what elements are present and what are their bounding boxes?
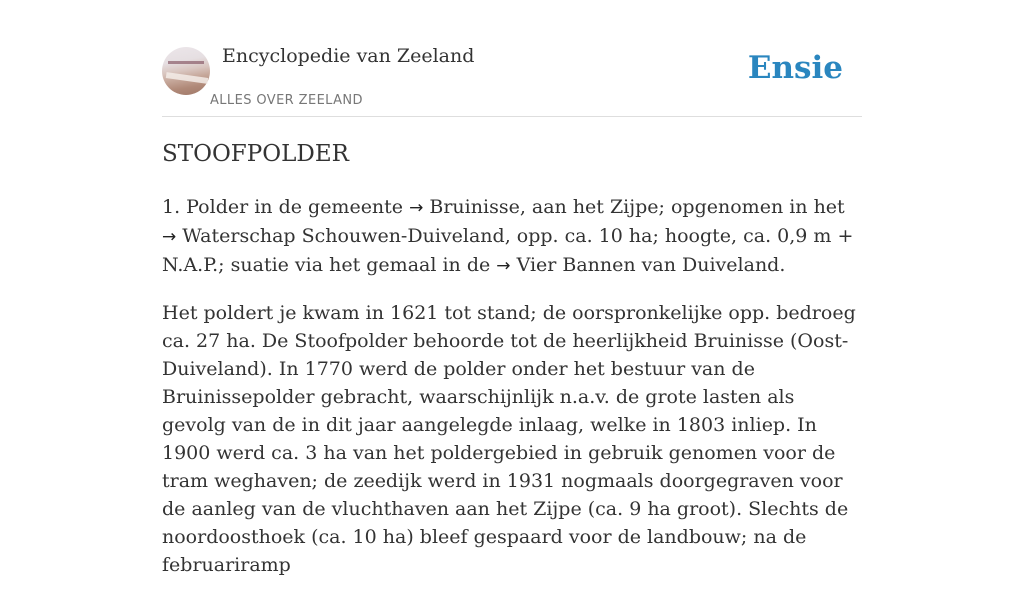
paragraph-text: 1. Polder in de gemeente xyxy=(162,196,410,218)
paragraph-text: , opp. ca. 10 ha; hoogte, ca. 0,9 m + N.A.P.; suatie via het gemaal in de xyxy=(162,225,854,276)
entry-headword: STOOFPOLDER xyxy=(162,141,349,167)
ref-link-bruinisse[interactable]: Bruinisse xyxy=(429,196,520,218)
right-arrow-icon: → xyxy=(496,256,511,276)
logo-book-shape xyxy=(166,72,208,84)
site-header xyxy=(162,40,862,117)
site-logo[interactable] xyxy=(162,47,210,95)
paragraph-text: . xyxy=(779,254,786,276)
site-tagline: ALLES OVER ZEELAND xyxy=(210,93,363,108)
entry-paragraph-2: Het poldert je kwam in 1621 tot stand; de oorspronkelijke opp. bedroeg ca. 27 ha. De Stoofpolder behoorde tot de heerlijkheid Bruinisse (Oost-Duiveland). In 1770 werd de polder onder het bestuur van de Bruinissepolder gebracht, waarschijnlijk n.a.v. de grote lasten als gevolg van de in dit jaar aangelegde inlaag, welke in 1803 inliep. In 1900 werd ca. 3 ha van het poldergebied in gebruik genomen voor de tram weghaven; de zeedijk werd in 1931 nogmaals doorgegraven voor de aanleg van de vluchthaven aan het Zijpe (ca. 9 ha groot). Slechts de noordoosthoek (ca. 10 ha) bleef gespaard voor de landbouw; na de februariramp xyxy=(162,302,856,576)
ref-link-vier-bannen[interactable]: Vier Bannen van Duiveland xyxy=(516,254,780,276)
right-arrow-icon: → xyxy=(162,227,177,247)
entry-paragraph-1 xyxy=(162,193,862,280)
entry-content xyxy=(162,138,862,598)
logo-shelf-shape xyxy=(168,61,204,64)
right-arrow-icon: → xyxy=(409,198,424,218)
site-title[interactable]: Encyclopedie van Zeeland xyxy=(222,45,475,67)
ensie-brand-link[interactable]: Ensie xyxy=(747,50,843,86)
ref-link-waterschap[interactable]: Waterschap Schouwen-Duiveland xyxy=(182,225,505,247)
paragraph-text: , aan het Zijpe; opgenomen in het xyxy=(519,196,845,218)
